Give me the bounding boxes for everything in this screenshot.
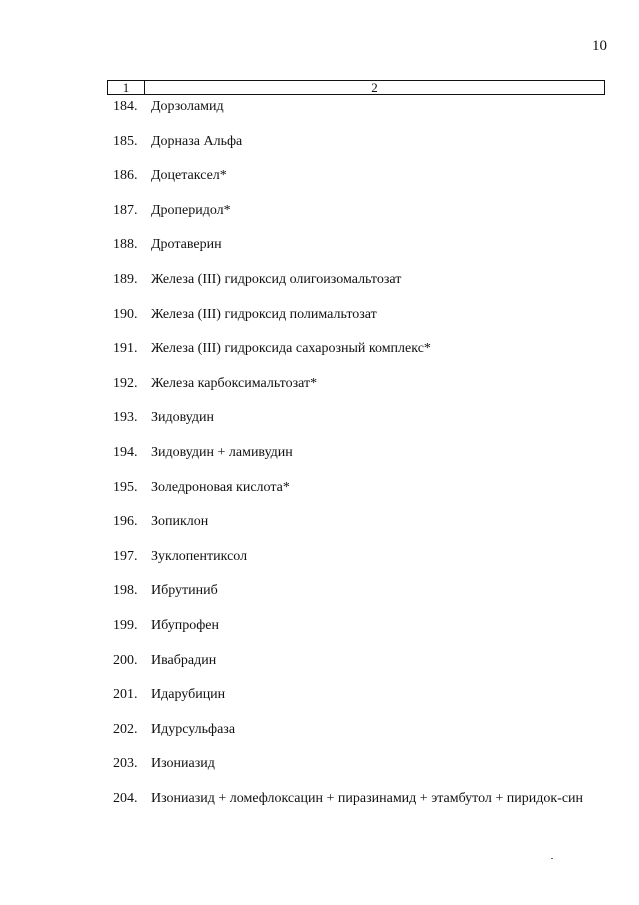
list-item — [0, 375, 639, 410]
item-name: Дорзоламид — [151, 99, 224, 114]
list-item — [0, 652, 639, 687]
drug-list — [0, 98, 639, 824]
item-name: Железа (III) гидроксид олигоизомальтозат — [151, 271, 402, 287]
item-number: 190. — [113, 306, 138, 322]
item-number: 199. — [113, 617, 138, 633]
item-number: 195. — [113, 479, 138, 495]
column-header-row — [107, 80, 605, 95]
item-name: Доцетаксел* — [151, 168, 227, 184]
item-name: Дротаверин — [151, 237, 222, 253]
list-item — [0, 755, 639, 790]
list-item — [0, 513, 639, 548]
scan-speck — [551, 858, 553, 859]
list-item — [0, 409, 639, 444]
item-number: 185. — [113, 133, 138, 149]
item-name: Идарубицин — [151, 687, 226, 703]
item-name: Железа (III) гидроксид полимальтозат — [151, 306, 377, 322]
item-name: Ибупрофен — [151, 617, 219, 633]
item-name: Изониазид — [151, 756, 215, 772]
column-header-2: 2 — [371, 80, 378, 95]
item-name: Зопиклон — [151, 514, 209, 530]
item-number: 189. — [113, 271, 138, 287]
item-name: Дорназа Альфа — [151, 133, 243, 149]
list-item — [0, 617, 639, 652]
list-item — [0, 98, 639, 133]
list-item — [0, 721, 639, 756]
item-name: Зидовудин + ламивудин — [151, 444, 293, 460]
list-item — [0, 306, 639, 341]
list-item — [0, 236, 639, 271]
item-number: 188. — [113, 237, 138, 253]
item-name: Идурсульфаза — [151, 721, 236, 737]
item-name: Ибрутиниб — [151, 583, 218, 599]
page-number: 10 — [592, 38, 607, 54]
item-number: 203. — [113, 756, 138, 772]
list-item — [0, 548, 639, 583]
list-item — [0, 444, 639, 479]
item-name: Железа карбоксимальтозат* — [151, 375, 318, 391]
item-number: 201. — [113, 687, 138, 703]
item-name: Железа (III) гидроксида сахарозный комплекс* — [151, 341, 431, 357]
list-item — [0, 202, 639, 237]
item-number: 200. — [113, 652, 138, 668]
item-number: 193. — [113, 410, 138, 426]
item-number: 192. — [113, 375, 138, 391]
list-item — [0, 582, 639, 617]
item-number: 187. — [113, 202, 138, 218]
item-number: 186. — [113, 168, 138, 184]
list-item — [0, 271, 639, 306]
item-name: Золедроновая кислота* — [151, 479, 290, 495]
column-header-1: 1 — [108, 81, 145, 94]
item-name: Зидовудин — [151, 410, 214, 426]
item-number: 196. — [113, 514, 138, 530]
list-item — [0, 340, 639, 375]
item-number: 194. — [113, 444, 138, 460]
list-item — [0, 686, 639, 721]
item-name: Зуклопентиксол — [151, 548, 248, 564]
list-item — [0, 790, 639, 825]
item-name: Дроперидол* — [151, 202, 231, 218]
list-item — [0, 479, 639, 514]
item-name: Изониазид + ломефлоксацин + пиразинамид + этамбутол + пиридок-син — [151, 790, 584, 806]
item-number: 191. — [113, 341, 138, 357]
item-number: 204. — [113, 790, 138, 806]
item-number: 197. — [113, 548, 138, 564]
item-number: 184. — [113, 99, 138, 114]
item-number: 202. — [113, 721, 138, 737]
item-number: 198. — [113, 583, 138, 599]
list-item — [0, 133, 639, 168]
item-name: Ивабрадин — [151, 652, 217, 668]
list-item — [0, 167, 639, 202]
